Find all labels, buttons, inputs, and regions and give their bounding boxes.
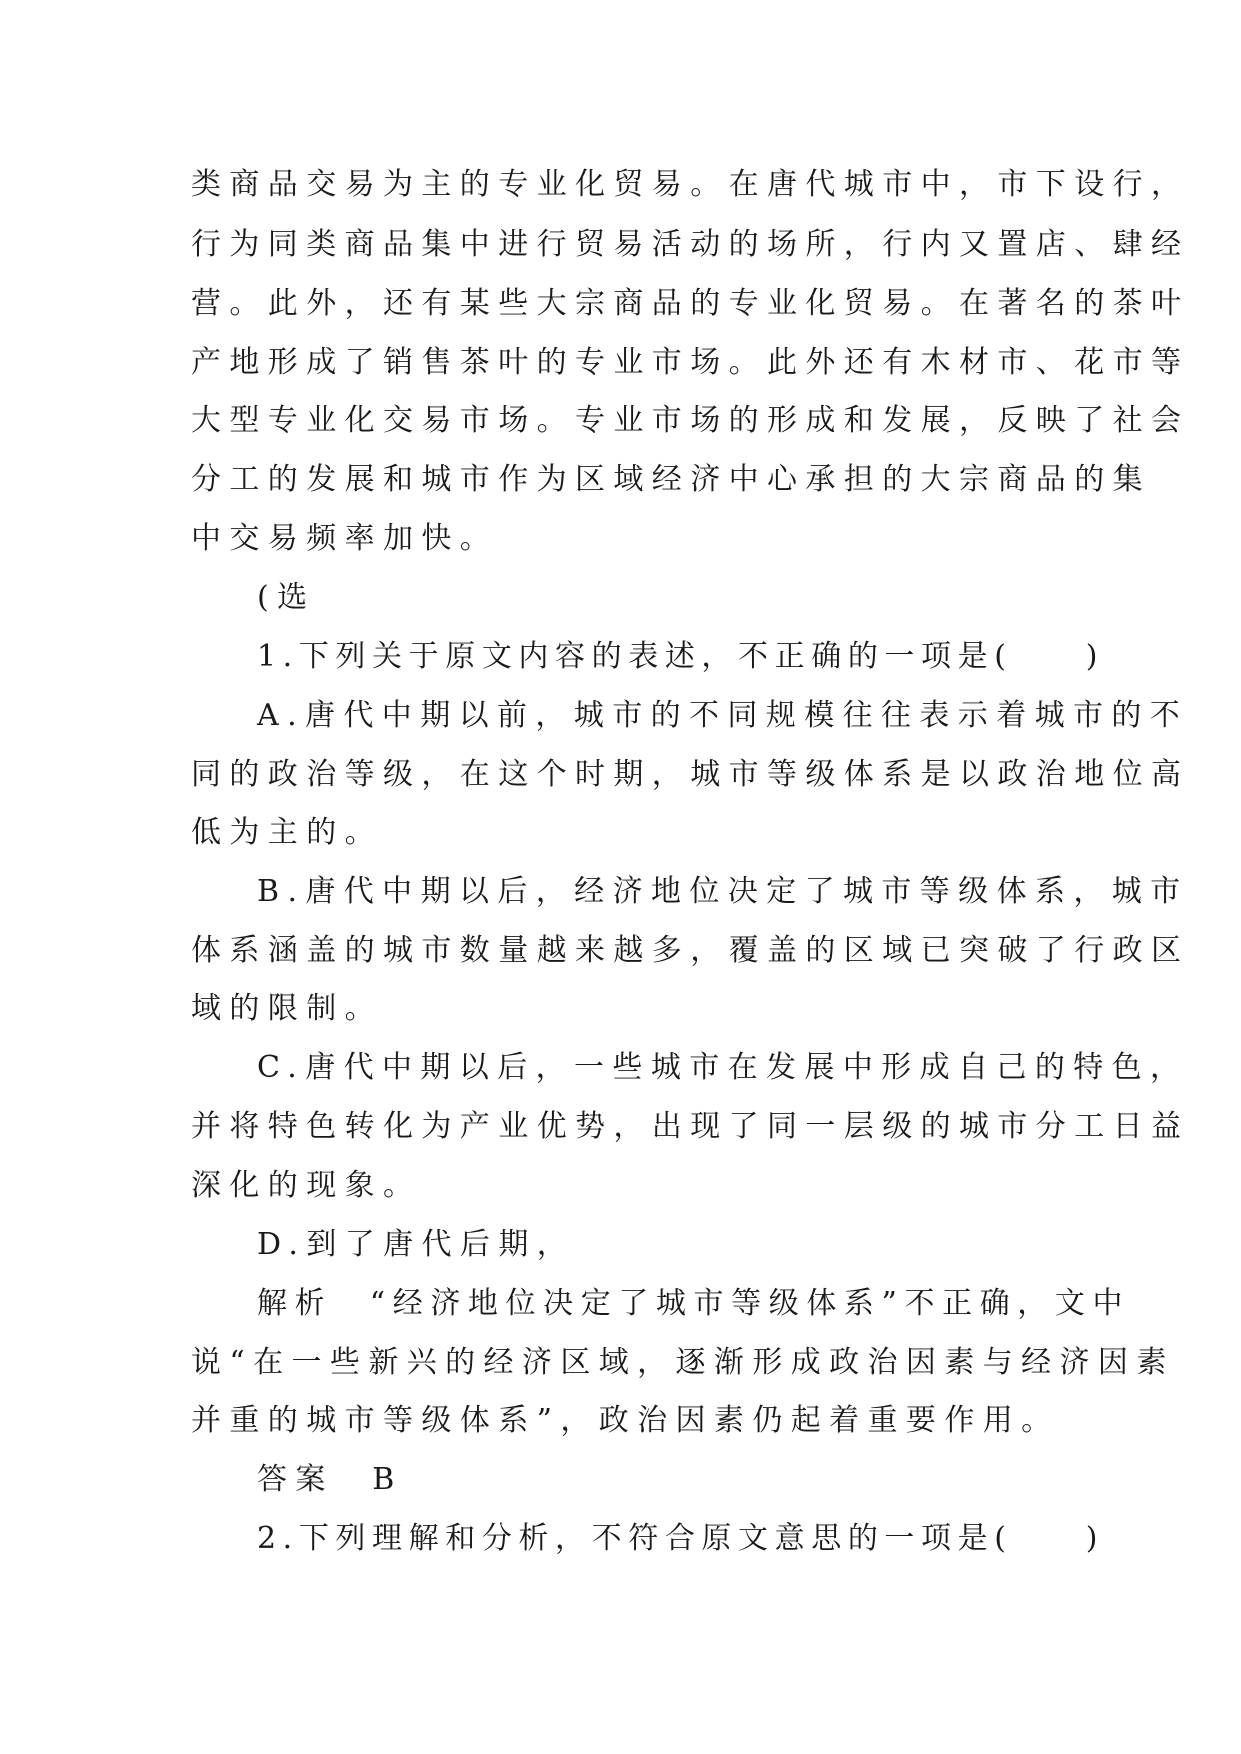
text-line: 营。此外，还有某些大宗商品的专业化贸易。在著名的茶叶 <box>191 286 1190 321</box>
option-b: B.唐代中期以后，经济地位决定了城市等级体系，城市 <box>257 874 1189 909</box>
text-line: (选 <box>257 580 316 615</box>
text-line: 行为同类商品集中进行贸易活动的场所，行内又置店、肆经 <box>191 227 1190 262</box>
text-line: 深化的现象。 <box>191 1168 422 1203</box>
option-a: A.唐代中期以前，城市的不同规模往往表示着城市的不 <box>257 698 1189 733</box>
analysis-line: 解析 “经济地位决定了城市等级体系”不正确，文中 <box>257 1286 1131 1321</box>
text-line: 中交易频率加快。 <box>191 521 499 556</box>
option-d: D.到了唐代后期， <box>257 1227 576 1262</box>
question-1: 1.下列关于原文内容的表述，不正确的一项是( ) <box>257 639 1105 674</box>
text-line: 体系涵盖的城市数量越来越多，覆盖的区域已突破了行政区 <box>191 933 1190 968</box>
text-line: 域的限制。 <box>191 991 383 1026</box>
question-2: 2.下列理解和分析，不符合原文意思的一项是( ) <box>257 1521 1105 1556</box>
text-line: 产地形成了销售茶叶的专业市场。此外还有木材市、花市等 <box>191 345 1190 380</box>
text-line: 低为主的。 <box>191 815 383 850</box>
text-line: 并重的城市等级体系”，政治因素仍起着重要作用。 <box>191 1403 1060 1438</box>
text-line: 类商品交易为主的专业化贸易。在唐代城市中，市下设行， <box>191 167 1190 202</box>
text-line: 并将特色转化为产业优势，出现了同一层级的城市分工日益 <box>191 1109 1190 1144</box>
text-line: 说“在一些新兴的经济区域，逐渐形成政治因素与经济因素 <box>191 1345 1175 1380</box>
text-line: 同的政治等级，在这个时期，城市等级体系是以政治地位高 <box>191 757 1190 792</box>
text-line: 分工的发展和城市作为区域经济中心承担的大宗商品的集 <box>191 462 1151 497</box>
answer-line: 答案 B <box>257 1462 403 1497</box>
text-line: 大型专业化交易市场。专业市场的形成和发展，反映了社会 <box>191 403 1190 438</box>
option-c: C.唐代中期以后，一些城市在发展中形成自己的特色， <box>257 1050 1189 1085</box>
